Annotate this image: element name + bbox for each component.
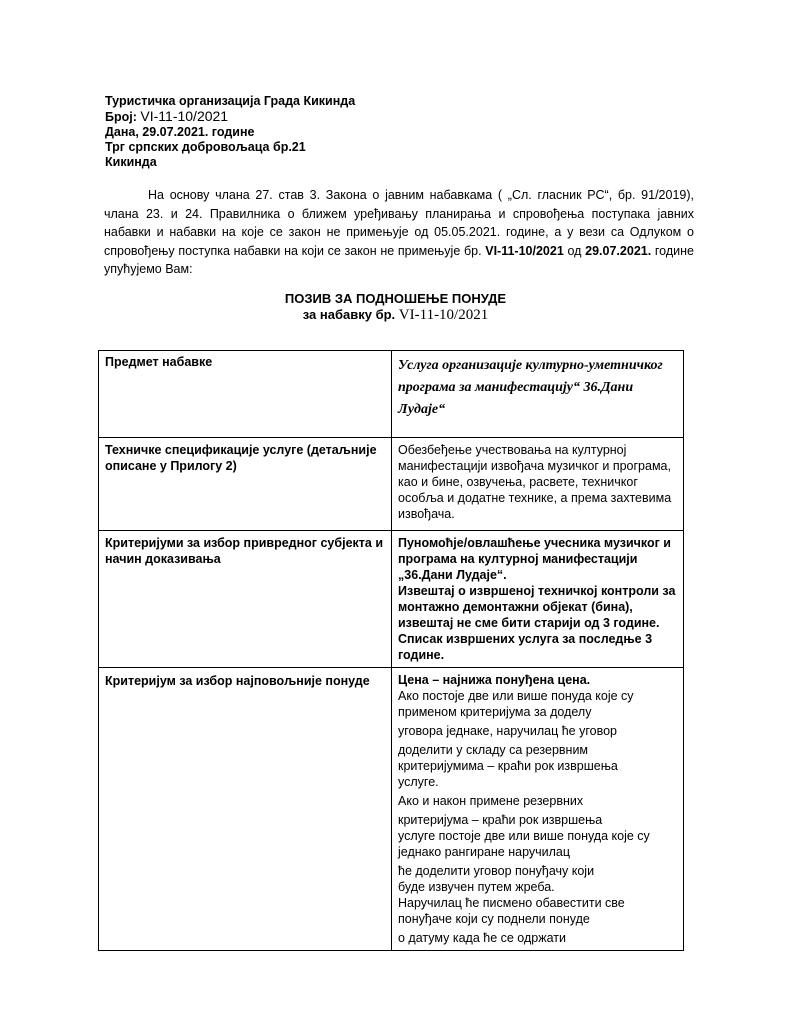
row-value-criteria: Пуномоћје/овлашћење учесника музичког и програма на културној манифестацији „36.Дани Лудаје“. Извештај о извршеној техничкој контроли за монтажно демонтажни објекат (бина), извештај не сме бити старији од 3 године. Списак извршених услуга за последње 3 године. (392, 531, 684, 668)
selection-line: о датуму када ће се одржати (398, 931, 566, 945)
selection-line: буде извучен путем жреба. (398, 880, 555, 894)
intro-bold-number: VI-11-10/2021 (485, 243, 564, 258)
address-line: Трг српских добровољаца бр.21 (105, 140, 306, 154)
row-label-subject: Предмет набавке (99, 351, 392, 438)
selection-line: понуђаче који су поднели понуде (398, 912, 590, 926)
selection-line: услуге. (398, 775, 439, 789)
document-subtitle (0, 307, 791, 324)
row-label-specs: Техничке спецификације услуге (детаљније описане у Прилогу 2) (99, 438, 392, 531)
table-row (99, 531, 684, 668)
selection-criterion-bold: Цена – најнижа понуђена цена. (398, 673, 591, 687)
intro-text-2: од (563, 243, 586, 258)
selection-line: уговора једнаке, наручилац ће уговор (398, 724, 617, 738)
specification-table (98, 350, 684, 951)
selection-line: Ако и након примене резервних (398, 794, 584, 808)
selection-line: једнако рангиране наручилац (398, 845, 571, 859)
selection-line: применом критеријума за доделу (398, 705, 592, 719)
selection-line: критеријума – краћи рок извршења (398, 813, 603, 827)
organization-name: Туристичка организација Града Кикинда (105, 94, 356, 108)
selection-line: Наручилац ће писмено обавестити све (398, 896, 625, 910)
table-row (99, 351, 684, 438)
intro-text-1: На основу члана 27. став 3. Закона о јавним набавкама ( „Сл. гласник РС“, бр. 91/2019), члана 23. и 24. Правилника о ближем уређивању планирања и спровођења поступака јавних набавки и набавки на које се закон не примењује од 05.05.2021. године, а у вези са Одлуком о спровођењу поступка набавки на који се закон не примењује бр. (104, 188, 694, 258)
row-label-selection: Критеријум за избор најповољније понуде (99, 668, 392, 951)
row-value-specs: Обезбеђење учествовања на културној манифестацији извођача музичког и програма, као и бине, озвучења, расвете, техничког особља и додатне технике, а према захтевима извођача. (392, 438, 684, 531)
document-date: Дана, 29.07.2021. године (105, 125, 255, 139)
row-value-subject: Услуга организације културно-уметничког програма за манифестацију“ 36.Дани Лудаје“ (392, 351, 684, 438)
selection-line: услуге постоје две или више понуда које су (398, 829, 650, 843)
selection-line: доделити у складу са резервним (398, 743, 589, 757)
selection-line: критеријумима – краћи рок извршења (398, 759, 618, 773)
reference-number-line (105, 109, 355, 125)
document-title: ПОЗИВ ЗА ПОДНОШЕЊЕ ПОНУДЕ (284, 291, 507, 306)
subtitle-number: VI-11-10/2021 (398, 307, 489, 323)
selection-line: Ако постоје две или више понуда које су (398, 689, 634, 703)
intro-bold-date: 29.07.2021. (585, 243, 652, 258)
letter-header (105, 94, 355, 170)
city-line: Кикинда (105, 155, 157, 169)
row-value-selection (392, 668, 684, 951)
intro-text-3: године упућујемо Вам: (104, 243, 694, 276)
number-value: VI-11-10/2021 (140, 108, 229, 124)
subtitle-label: за набавку бр. (302, 307, 396, 322)
intro-paragraph (104, 186, 694, 279)
number-label: Број: (105, 110, 137, 124)
row-label-criteria: Критеријуми за избор привредног субјекта и начин доказивања (99, 531, 392, 668)
table-row (99, 668, 684, 951)
selection-line: ће доделити уговор понуђачу који (398, 864, 595, 878)
table-row (99, 438, 684, 531)
